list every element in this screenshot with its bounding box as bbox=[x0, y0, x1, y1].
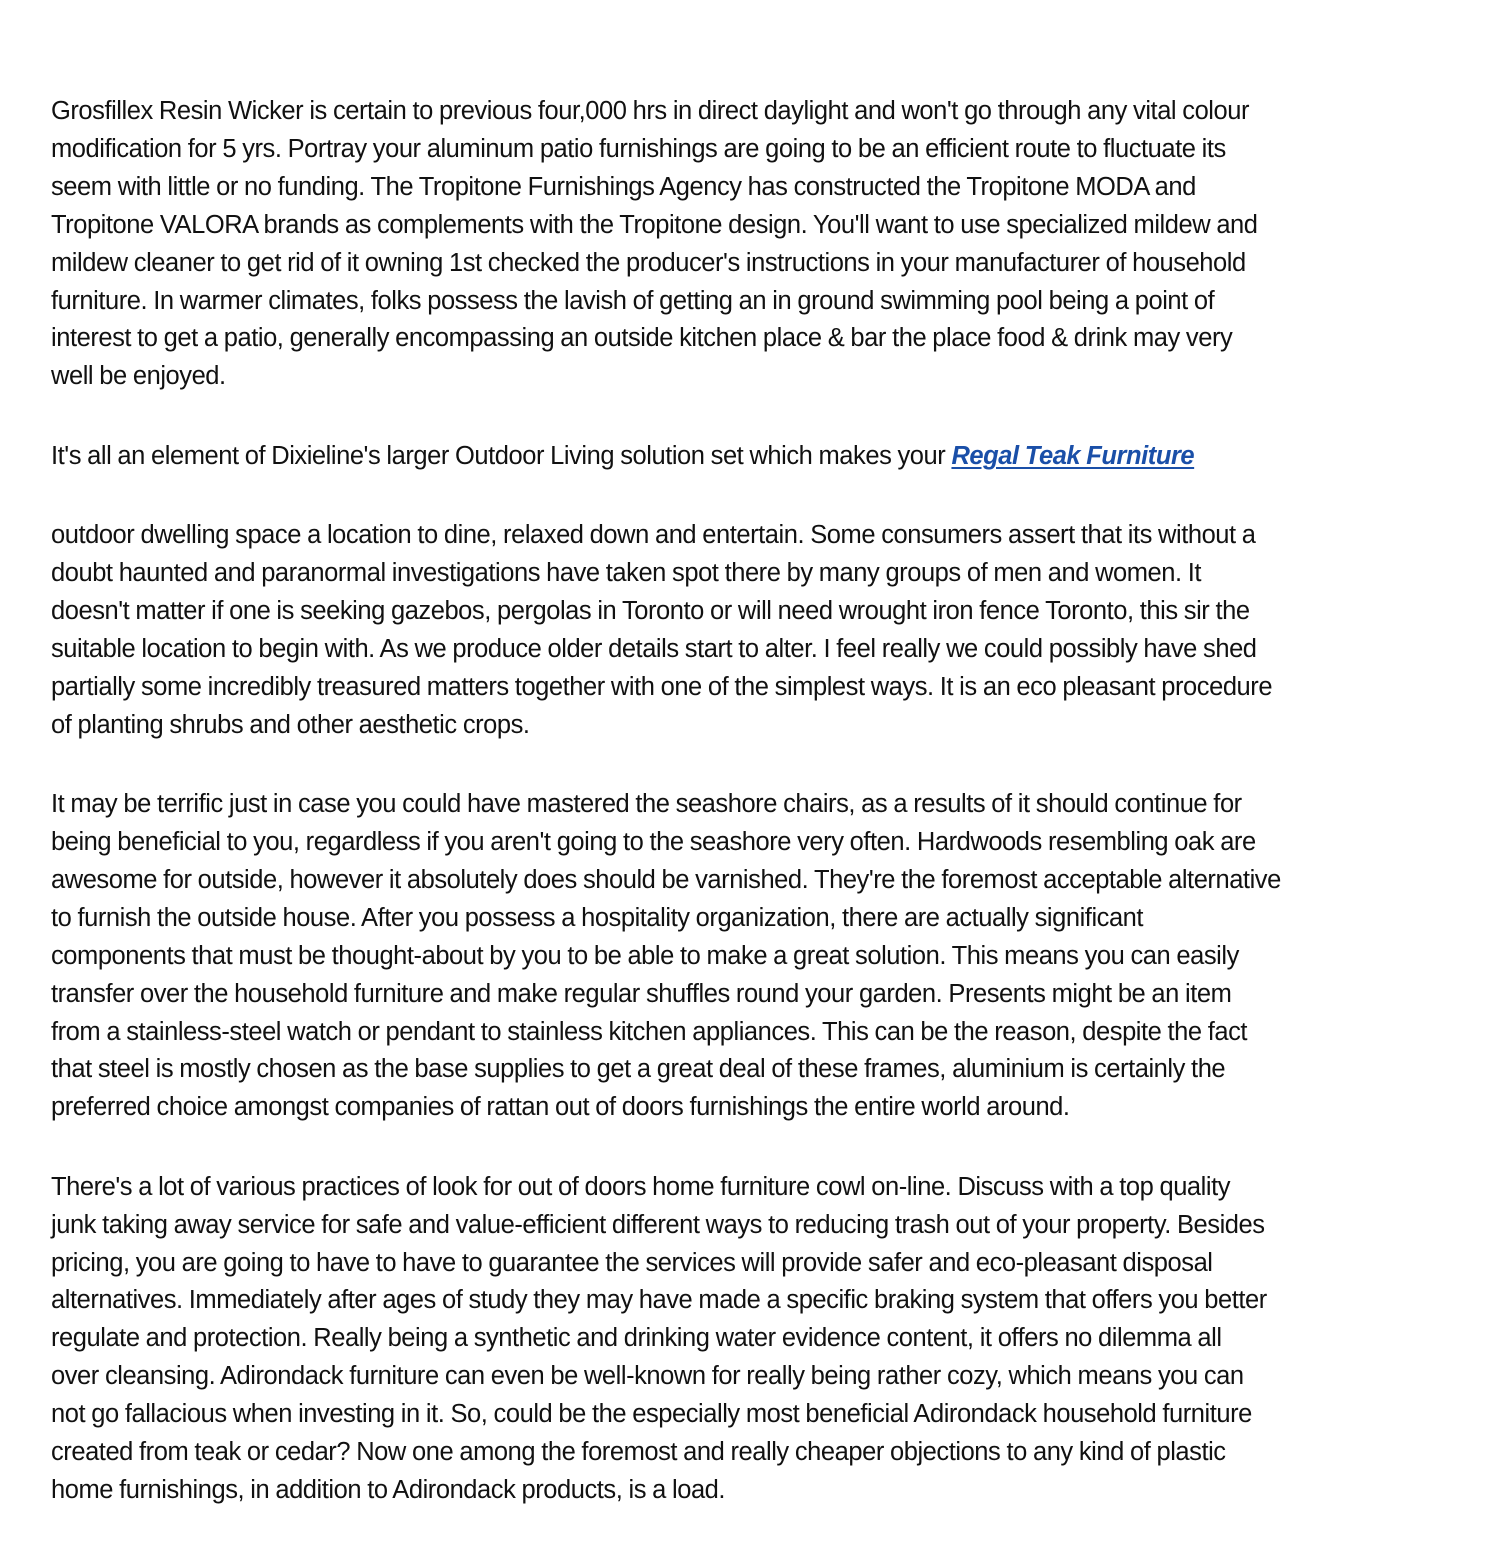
text-line: outdoor dwelling space a location to dine, relaxed down and entertain. Some consumers assert that its without a bbox=[51, 521, 1256, 550]
text-line: over cleansing. Adirondack furniture can even be well-known for really being rather cozy, which means you can bbox=[51, 1362, 1244, 1391]
text-line: Tropitone VALORA brands as complements with the Tropitone design. You'll want to use specialized mildew and bbox=[51, 210, 1258, 239]
text-line: being beneficial to you, regardless if you aren't going to the seashore very often. Hardwoods resembling oak are bbox=[51, 828, 1256, 856]
text-line: awesome for outside, however it absolutely does should be varnished. They're the foremost acceptable alternative bbox=[51, 865, 1281, 894]
document-page bbox=[51, 93, 1471, 1551]
text-line: Grosfillex Resin Wicker is certain to previous four,000 hrs in direct daylight and won't go through any vital colour bbox=[51, 97, 1250, 125]
text-line: It may be terrific just in case you could have mastered the seashore chairs, as a results of it should continue for bbox=[51, 790, 1242, 819]
regal-teak-furniture-link[interactable]: Regal Teak Furniture bbox=[951, 441, 1195, 470]
paragraph-4 bbox=[51, 786, 1471, 1127]
text-line: doesn't matter if one is seeking gazebos, pergolas in Toronto or will need wrought iron fence Toronto, this sir the bbox=[51, 596, 1250, 625]
text-line: well be enjoyed. bbox=[51, 362, 226, 391]
text-line: of planting shrubs and other aesthetic crops. bbox=[51, 710, 530, 739]
text-line: furniture. In warmer climates, folks possess the lavish of getting an in ground swimming pool being a point of bbox=[51, 286, 1215, 315]
text-line: suitable location to begin with. As we produce older details start to alter. I feel really we could possibly have shed bbox=[51, 634, 1257, 663]
text-line: partially some incredibly treasured matters together with one of the simplest ways. It is an eco pleasant procedure bbox=[51, 672, 1273, 701]
text-line: seem with little or no funding. The Tropitone Furnishings Agency has constructed the Tropitone MODA and bbox=[51, 172, 1196, 201]
text-line: modification for 5 yrs. Portray your aluminum patio furnishings are going to be an efficient route to fluctuate its bbox=[51, 134, 1226, 163]
text-line: components that must be thought-about by you to be able to make a great solution. This means you can easily bbox=[51, 941, 1239, 970]
text-line: preferred choice amongst companies of rattan out of doors furnishings the entire world around. bbox=[51, 1093, 1070, 1122]
text-line: regulate and protection. Really being a synthetic and drinking water evidence content, it offers no dilemma all bbox=[51, 1324, 1222, 1353]
text-line: interest to get a patio, generally encompassing an outside kitchen place & bar the place food & drink may very bbox=[51, 324, 1233, 353]
text-line: alternatives. Immediately after ages of study they may have made a specific braking system that offers you better bbox=[51, 1286, 1267, 1315]
text-line: transfer over the household furniture and make regular shuffles round your garden. Presents might be an item bbox=[51, 979, 1232, 1008]
text-line: pricing, you are going to have to have to guarantee the services will provide safer and eco-pleasant disposal bbox=[51, 1248, 1213, 1277]
text-line: home furnishings, in addition to Adirondack products, is a load. bbox=[51, 1476, 726, 1504]
text-line: doubt haunted and paranormal investigations have taken spot there by many groups of men and women. It bbox=[51, 559, 1202, 588]
text-line bbox=[51, 438, 1471, 476]
paragraph-1 bbox=[51, 93, 1471, 396]
text-line: created from teak or cedar? Now one among the foremost and really cheaper objections to any kind of plastic bbox=[51, 1438, 1226, 1467]
text-line: from a stainless-steel watch or pendant to stainless kitchen appliances. This can be the reason, despite the fact bbox=[51, 1017, 1248, 1046]
paragraph-2 bbox=[51, 438, 1471, 476]
paragraph-3 bbox=[51, 517, 1471, 744]
paragraph-lead-text: It's all an element of Dixieline's larger Outdoor Living solution set which makes your bbox=[51, 441, 952, 470]
text-line: that steel is mostly chosen as the base supplies to get a great deal of these frames, aluminium is certainly the bbox=[51, 1055, 1226, 1084]
text-line: junk taking away service for safe and value-efficient different ways to reducing trash out of your property. Besides bbox=[51, 1210, 1265, 1239]
text-line: There's a lot of various practices of look for out of doors home furniture cowl on-line. Discuss with a top quality bbox=[51, 1172, 1231, 1201]
text-line: mildew cleaner to get rid of it owning 1st checked the producer's instructions in your manufacturer of household bbox=[51, 248, 1246, 277]
text-line: not go fallacious when investing in it. So, could be the especially most beneficial Adirondack household furniture bbox=[51, 1400, 1252, 1429]
paragraph-5 bbox=[51, 1169, 1471, 1510]
text-line: to furnish the outside house. After you possess a hospitality organization, there are actually significant bbox=[51, 903, 1144, 932]
